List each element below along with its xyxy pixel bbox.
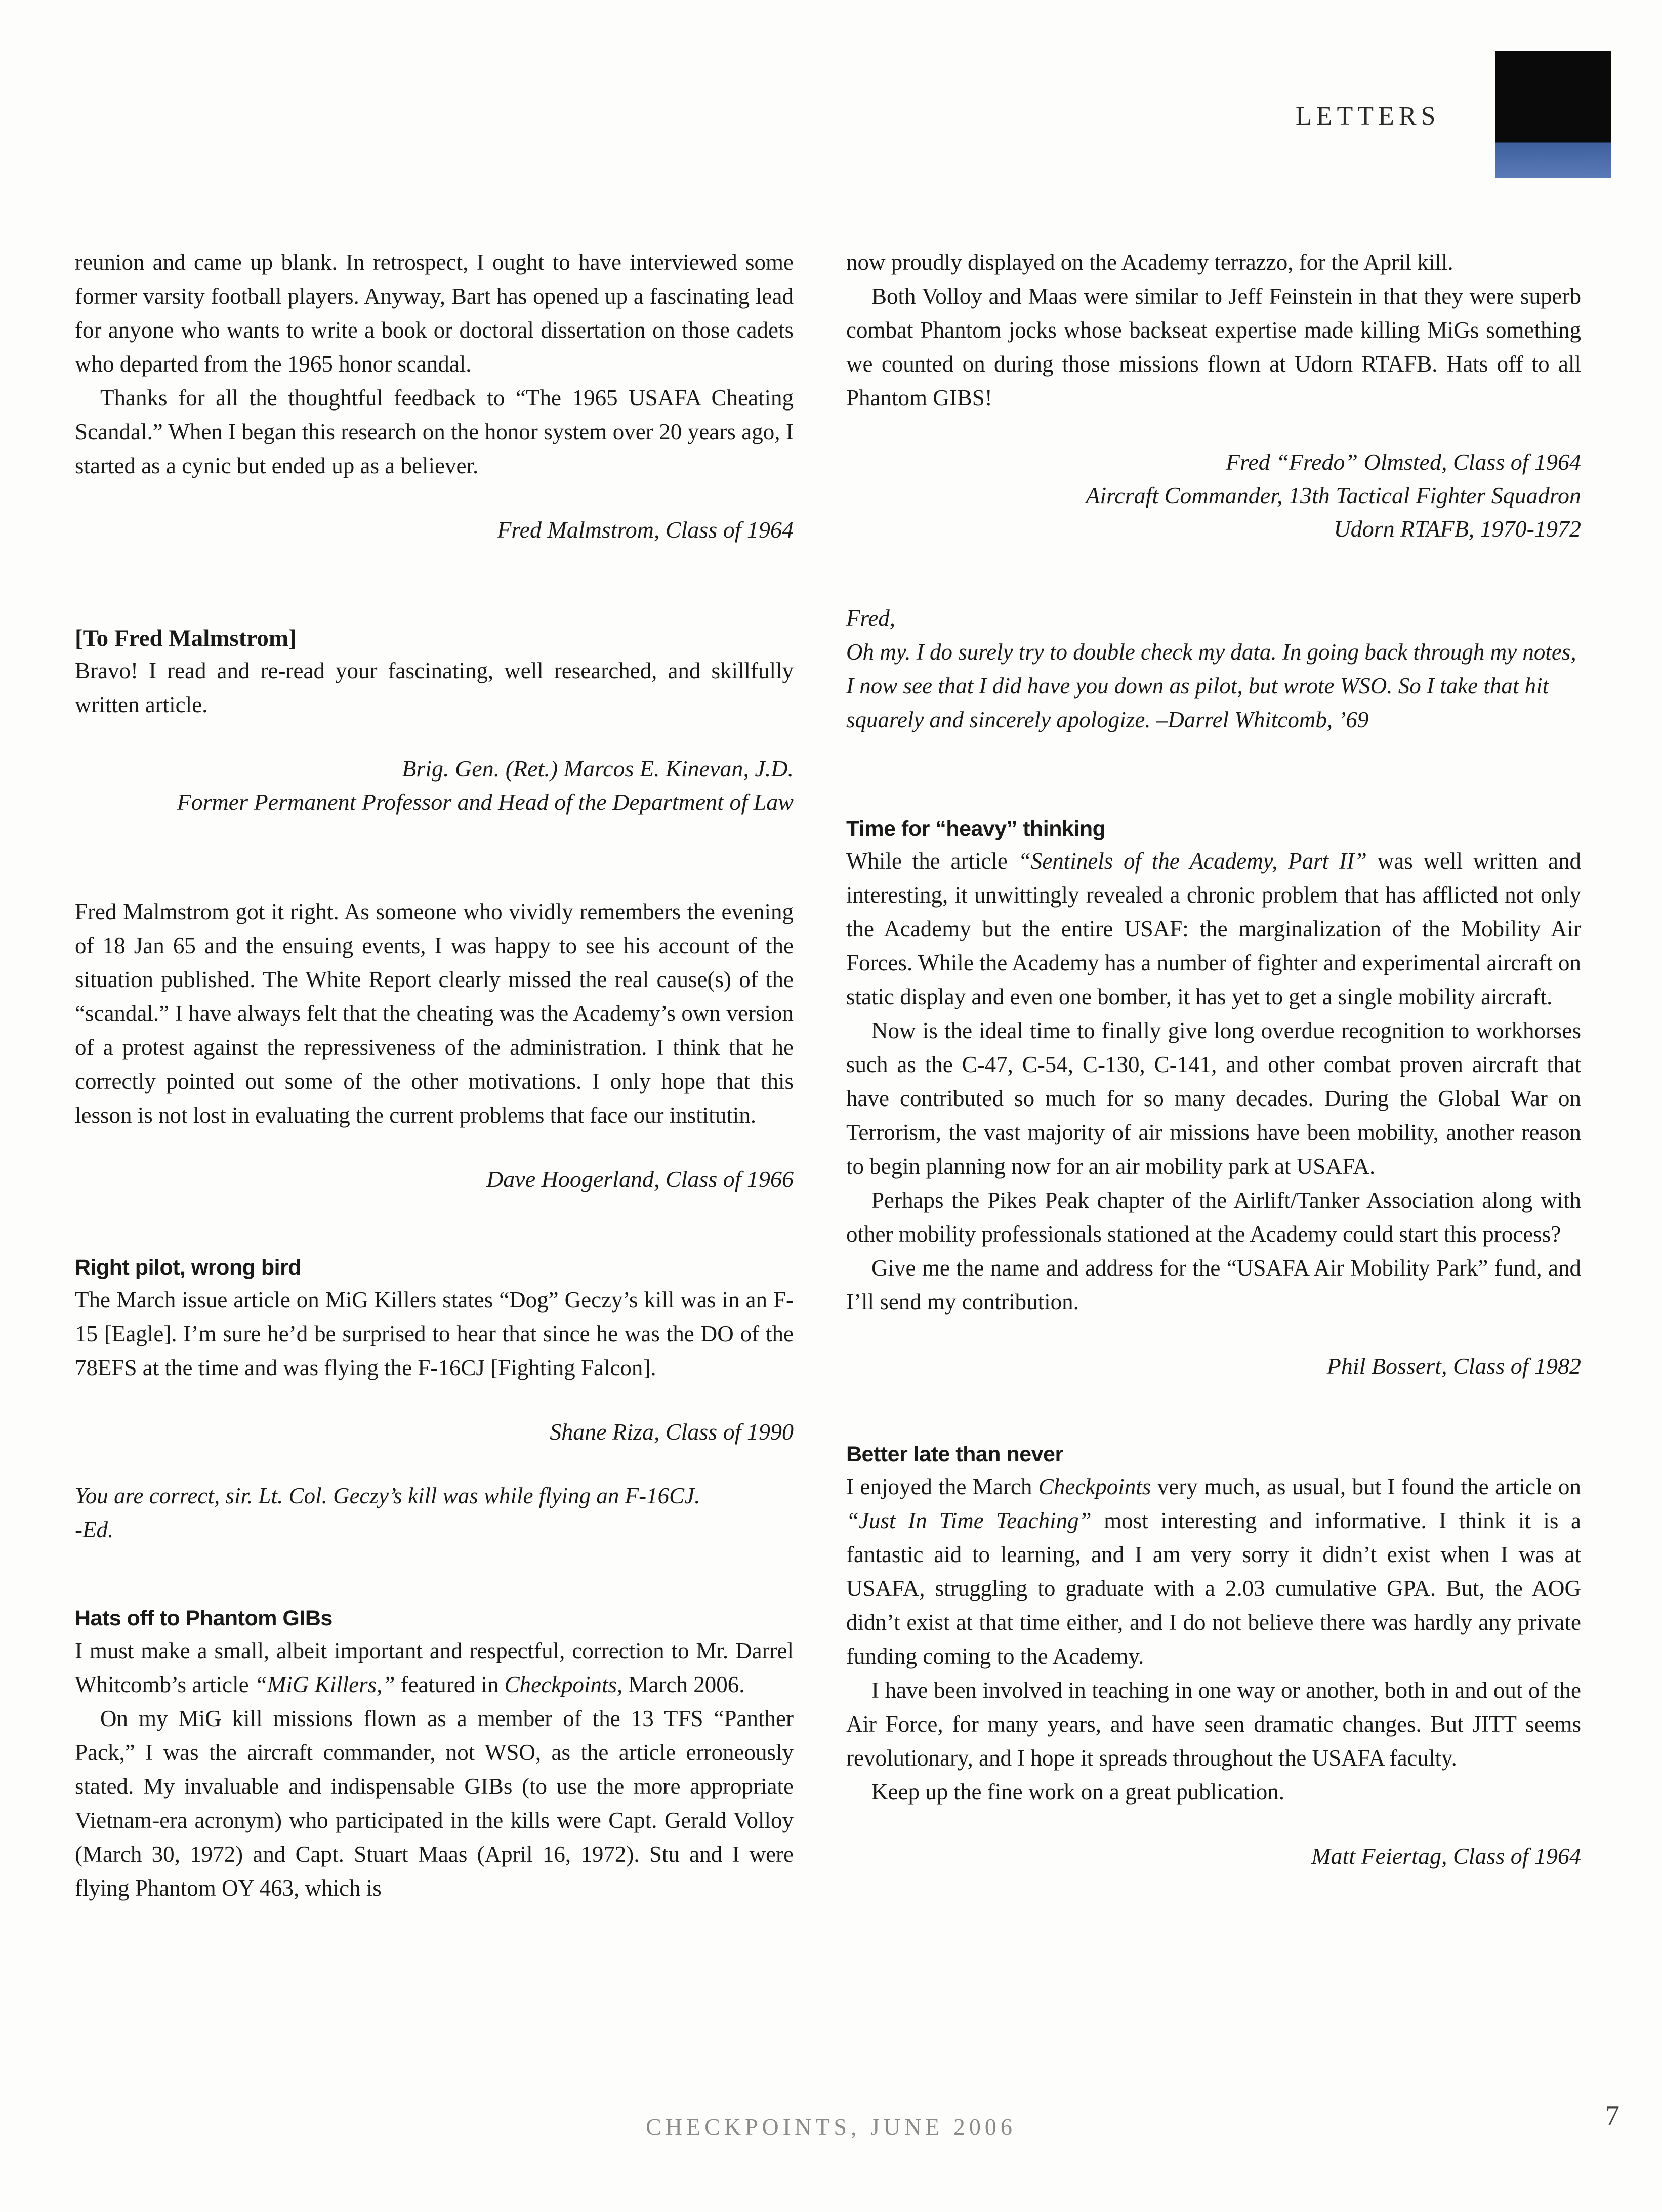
signature-name: Brig. Gen. (Ret.) Marcos E. Kinevan, J.D.: [402, 756, 794, 782]
letter-olmsted-continued: [846, 245, 1581, 546]
text-run: featured in: [395, 1672, 505, 1697]
paragraph: reunion and came up blank. In retrospect, I ought to have interviewed some former varsity football players. Anyway, Bart has opened up a fascinating lead for anyone who wants to write a book or doctoral dissertation on those cadets who departed from the 1965 honor scandal.: [75, 250, 794, 377]
letter-heading: Right pilot, wrong bird: [75, 1255, 302, 1280]
signature: [75, 752, 794, 819]
letter-malmstrom-continued: [75, 245, 794, 547]
paragraph: Keep up the fine work on a great publication.: [871, 1779, 1284, 1805]
right-column: [846, 245, 1581, 1873]
page-number: 7: [1605, 2100, 1619, 2132]
letter-hoogerland: [75, 895, 794, 1196]
letter-olmsted: [75, 1603, 794, 1905]
signature: Phil Bossert, Class of 1982: [1326, 1353, 1581, 1379]
text-run: I enjoyed the March: [846, 1474, 1038, 1499]
letter-feiertag: [846, 1439, 1581, 1873]
text-run: most interesting and informative. I think it is a fantastic aid to learning, and I am very sorry it didn’t exist when I was at USAFA, struggling to graduate with a 2.03 cumulative GPA. But, the AOG didn’t exist at that time either, and I do not believe there was hardly any private funding coming to the Academy.: [846, 1508, 1581, 1669]
letter-heading: Hats off to Phantom GIBs: [75, 1606, 333, 1630]
text-run: March 2006.: [622, 1672, 745, 1697]
magazine-title: Checkpoints,: [504, 1672, 623, 1697]
reply-salutation: Fred,: [846, 605, 896, 631]
magazine-title: Checkpoints: [1038, 1474, 1151, 1499]
signature-location: Udorn RTAFB, 1970-1972: [1334, 516, 1581, 542]
reply-body: Oh my. I do surely try to double check my data. In going back through my notes, I now see that I did have you down as pilot, but wrote WSO. So I take that hit squarely and sincerely apologize. –Darrel Whitcomb, ’69: [846, 639, 1576, 732]
paragraph: Fred Malmstrom got it right. As someone who vividly remembers the evening of 18 Jan 65 and the ensuing events, I was happy to see his account of the situation published. The White Report clearly missed the real cause(s) of the “scandal.” I have always felt that the cheating was the Academy’s own version of a protest against the repressiveness of the administration. I think that he correctly pointed out some of the other motivations. I only hope that this lesson is not lost in evaluating the current problems that face our institutin.: [75, 899, 794, 1128]
header-color-block: [1495, 51, 1611, 178]
paragraph: Perhaps the Pikes Peak chapter of the Airlift/Tanker Association along with other mobility professionals stationed at the Academy could start this process?: [846, 1187, 1581, 1247]
letter-heading: [To Fred Malmstrom]: [75, 625, 297, 651]
signature-title: Former Permanent Professor and Head of the Department of Law: [177, 789, 794, 815]
paragraph: On my MiG kill missions flown as a member of the 13 TFS “Panther Pack,” I was the aircraft commander, not WSO, as the article erroneously stated. My invaluable and indispensable GIBs (to use the more appropriate Vietnam-era acronym) who participated in the kills were Capt. Gerald Volloy (March 30, 1972) and Capt. Stuart Maas (April 16, 1972). Stu and I were flying Phantom OY 463, which is: [75, 1706, 794, 1901]
text-run: was well written and interesting, it unwittingly revealed a chronic problem that has afflicted not only the Academy but the entire USAF: the marginalization of the Mobility Air Forces. While the Academy has a number of fighter and experimental aircraft on static display and even one bomber, it has yet to get a single mobility aircraft.: [846, 848, 1581, 1009]
signature-title: Aircraft Commander, 13th Tactical Fighter Squadron: [1086, 482, 1581, 508]
text-run: I must make a small, albeit important and respectful, correction to Mr. Darrel Whitcomb’s article: [75, 1638, 794, 1697]
letter-bossert: [846, 813, 1581, 1383]
letter-heading: Better late than never: [846, 1442, 1063, 1466]
section-label: LETTERS: [1296, 102, 1440, 131]
editor-note-sign: -Ed.: [75, 1517, 114, 1542]
left-column: [75, 245, 794, 1905]
paragraph: [846, 844, 1581, 1014]
signature: Matt Feiertag, Class of 1964: [1311, 1843, 1581, 1869]
paragraph: [75, 1634, 794, 1702]
signature-name: Fred “Fredo” Olmsted, Class of 1964: [1226, 449, 1581, 475]
paragraph: Both Volloy and Maas were similar to Jeff Feinstein in that they were superb combat Phantom jocks whose backseat expertise made killing MiGs something we counted on during those missions flown at Udorn RTAFB. Hats off to all Phantom GIBS!: [846, 283, 1581, 411]
letter-heading: Time for “heavy” thinking: [846, 816, 1106, 841]
text-run: very much, as usual, but I found the article on: [1151, 1474, 1581, 1499]
signature: Dave Hoogerland, Class of 1966: [486, 1166, 794, 1192]
text-run: While the article: [846, 848, 1018, 874]
article-title: “MiG Killers,”: [254, 1672, 395, 1697]
letter-riza: [75, 1252, 794, 1547]
paragraph: now proudly displayed on the Academy terrazzo, for the April kill.: [846, 250, 1453, 275]
editor-note: [75, 1479, 794, 1547]
signature: Shane Riza, Class of 1990: [550, 1419, 794, 1445]
paragraph: Bravo! I read and re-read your fascinating, well researched, and skillfully written article.: [75, 658, 794, 717]
paragraph: Thanks for all the thoughtful feedback to “The 1965 USAFA Cheating Scandal.” When I began this research on the honor system over 20 years ago, I started as a cynic but ended up as a believer.: [75, 385, 794, 478]
paragraph: Now is the ideal time to finally give long overdue recognition to workhorses such as the C-47, C-54, C-130, C-141, and other combat proven aircraft that have contributed so much for so many decades. During the Global War on Terrorism, the vast majority of air missions have been mobility, another reason to begin planning now for an air mobility park at USAFA.: [846, 1018, 1581, 1179]
reply-whitcomb: [846, 601, 1581, 737]
signature: Fred Malmstrom, Class of 1964: [497, 517, 794, 543]
article-title: “Just In Time Teaching”: [846, 1508, 1092, 1533]
paragraph: I have been involved in teaching in one way or another, both in and out of the Air Force, for many years, and have seen dramatic changes. But JITT seems revolutionary, and I hope it spreads throughout the USAFA faculty.: [846, 1677, 1581, 1771]
paragraph: Give me the name and address for the “USAFA Air Mobility Park” fund, and I’ll send my contribution.: [846, 1255, 1581, 1315]
editor-note-text: You are correct, sir. Lt. Col. Geczy’s kill was while flying an F-16CJ.: [75, 1483, 700, 1508]
paragraph: The March issue article on MiG Killers states “Dog” Geczy’s kill was in an F-15 [Eagle]. I’m sure he’d be surprised to hear that since he was the DO of the 78EFS at the time and was flying the F-16CJ [Fighting Falcon].: [75, 1287, 794, 1380]
article-title: “Sentinels of the Academy, Part II”: [1018, 848, 1367, 874]
paragraph: [846, 1470, 1581, 1673]
footer-publication: CHECKPOINTS, JUNE 2006: [646, 2114, 1016, 2140]
signature: [846, 445, 1581, 546]
letter-kinevan: [75, 623, 794, 819]
